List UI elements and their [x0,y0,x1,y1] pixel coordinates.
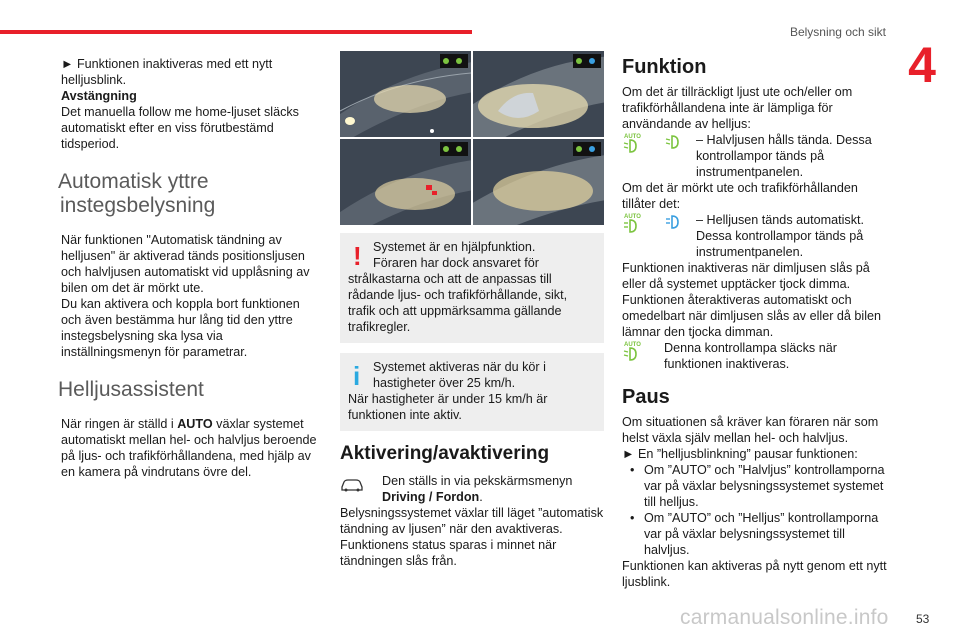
illustration-lowbeam-following [340,139,471,225]
funktion-dark: Om det är mörkt ute och trafikförhållanden tillåter det: [622,181,858,211]
info-note: i Systemet aktiveras när du kör i hastigheter över 25 km/h. När hastigheter är under 15 km/h är funktionen inte aktiv. [340,353,604,431]
touchscreen-row [340,473,604,505]
exterior-lighting-p2: Du kan aktivera och koppla bort funktionen och även bestämma hur lång tid den yttre instegsbelysning ska lysa via inställningsmenyn för parametrar. [61,297,300,359]
headlight-illustrations [340,51,604,225]
activation-p3: Funktionens status sparas i minnet när tändningen slås från. [340,538,557,568]
funktion-lowbeam: – Halvljusen hålls tända. Dessa kontrollampor tänds på instrumentpanelen. [696,133,872,179]
svg-text:AUTO: AUTO [624,134,641,140]
activation-p2: Belysningssystemet växlar till läget ”automatisk tändning av ljusen” när den avaktiveras. [340,506,604,536]
section-title-exterior-lighting: Automatisk yttre instegsbelysning [58,170,216,217]
auto-highbeam-icon [622,212,682,238]
paus-item-2: • Om ”AUTO” och ”Helljus” kontrollamporna var på växlar belysningssystemet till halvljus. [630,511,879,557]
paus-intro: Om situationen så kräver kan föraren när som helst växla själv mellan hel- och halvljus. [622,415,879,445]
highbeam-assist-text: När ringen är ställd i AUTO växlar systemet automatiskt mellan hel- och halvljus beroende på ljus- och trafikförhållandena, med hjälp av en kamera på vindrutans övre del. [61,417,317,479]
section-title-highbeam-assist: Helljusassistent [58,378,204,401]
exterior-lighting-p1: När funktionen "Automatisk tändning av helljusen" är aktiverad tänds positionsljusen och halvljusen automatiskt vid upplåsning av bilen om det är mörkt ute. [61,233,310,295]
funktion-reactivated: Funktionen återaktiveras automatiskt och omedelbart när dimljusen slås av eller då bilen lämnar den tjocka dimman. [622,293,882,339]
auto-lamp-icon [622,340,652,366]
header-accent-bar [0,30,472,34]
column-1 [58,56,321,480]
lowbeam-row [622,132,887,180]
paus-item-1: • Om ”AUTO” och ”Halvljus” kontrollamporna var på växlar belysningssystemet systemet till helljus. [630,463,885,509]
lamp-off-row [622,340,887,372]
paus-bullet: ► En ”helljusblinkning” pausar funktionen: [622,447,858,461]
auto-lowbeam-icon [622,132,682,158]
highbeam-row [622,212,887,260]
watermark: carmanualsonline.info [680,606,889,629]
activation-title: Aktivering/avaktivering [340,443,550,464]
illustration-lowbeam-oncoming [340,51,471,137]
column-2 [340,233,604,569]
page-number: 53 [916,612,930,626]
paus-title: Paus [622,386,670,408]
funktion-highbeam: – Helljusen tänds automatiskt. Dessa kontrollampor tänds på instrumentpanelen. [696,213,865,259]
illustration-highbeam-curve [473,139,604,225]
chapter-number: 4 [908,37,936,93]
section-title: Belysning och sikt [789,25,886,39]
svg-text:AUTO: AUTO [624,342,641,348]
funktion-lamp-off: Denna kontrollampa släcks när funktionen inaktiveras. [664,341,837,371]
shutdown-heading: Avstängning [61,89,137,103]
svg-text:AUTO: AUTO [624,214,641,220]
warning-note: ! Systemet är en hjälpfunktion. Föraren har dock ansvaret för strålkastarna och att de anpassas till rådande ljus- och trafikförhållande, sikt, trafik och att uppmärksamma gällande trafikregler. [340,233,604,343]
bullet-deactivate: ► Funktionen inaktiveras med ett nytt helljusblink. [61,57,273,87]
column-3 [622,56,887,590]
paus-end: Funktionen kan aktiveras på nytt genom ett nytt ljusblink. [622,559,887,589]
info-icon: i [353,361,361,391]
car-settings-icon [340,476,364,496]
warning-icon: ! [353,241,362,271]
funktion-deactivated: Funktionen inaktiveras när dimljusen slås på eller då systemet upptäcker tjock dimma. [622,261,870,291]
activation-p1: Den ställs in via pekskärmsmenyn Driving / Fordon. [382,474,573,504]
shutdown-text: Det manuella follow me home-ljuset släcks automatiskt efter en viss förutbestämd tidsperiod. [61,105,299,151]
funktion-intro: Om det är tillräckligt ljust ute och/eller om trafikförhållandena inte är lämpliga för användande av helljus: [622,85,853,131]
funktion-title: Funktion [622,56,707,78]
illustration-highbeam-empty [473,51,604,137]
